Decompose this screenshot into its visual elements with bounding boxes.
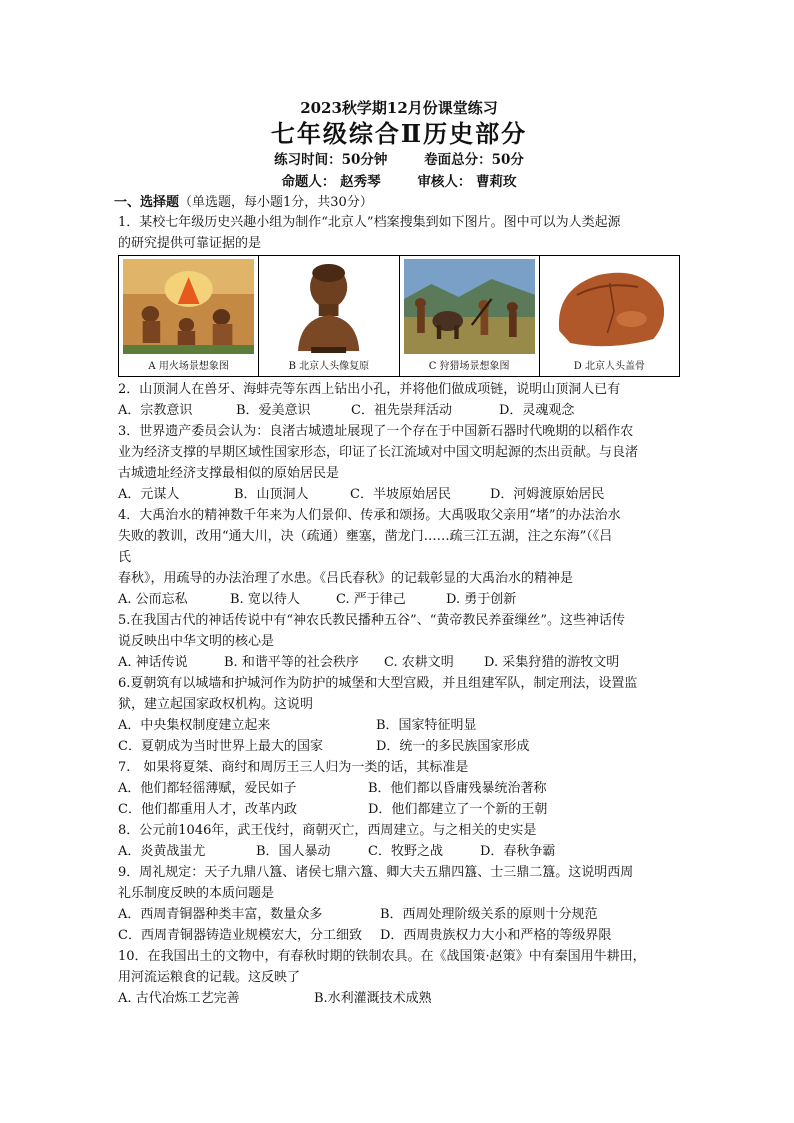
question-6-stem-cont: 狱，建立起国家政权机构。这说明 (118, 697, 314, 712)
question-3-stem: 3．世界遗产委员会认为：良渚古城遗址展现了一个存在于中国新石器时代晚期的以稻作农 (118, 424, 634, 439)
image-cell-d (539, 256, 679, 377)
question-7-options-row2 (118, 799, 680, 820)
image-caption-c: C 狩猎场景想象图 (428, 361, 510, 372)
option-c[interactable]: C．半坡原始居民 (350, 487, 451, 502)
image-caption-b: B 北京人头像复原 (288, 361, 370, 372)
option-d[interactable]: D．他们都建立了一个新的王朝 (368, 802, 548, 817)
exam-authors (118, 171, 680, 193)
fire-scene-icon (123, 259, 254, 354)
exam-title: 2023秋学期12月份课堂练习 (300, 99, 498, 117)
option-a[interactable]: A．炎黄战蚩尤 (118, 844, 206, 859)
question-1-stem: 1．某校七年级历史兴趣小组为制作“北京人”档案搜集到如下图片。图中可以为人类起源 (118, 215, 621, 230)
option-a[interactable]: A．元谋人 (118, 487, 180, 502)
question-10-stem-cont: 用河流运粮食的记载。这反映了 (118, 970, 301, 985)
question-3-stem-cont: 业为经济支撑的早期区域性国家形态，印证了长江流域对中国文明起源的杰出贡献。与良渚 (118, 445, 639, 460)
option-b[interactable]: B．爱美意识 (236, 403, 311, 418)
question-2-options (118, 400, 680, 421)
image-cell-b (259, 256, 399, 377)
question-3-options (118, 484, 680, 505)
question-6-options-row1 (118, 715, 680, 736)
option-d[interactable]: D．灵魂观念 (499, 403, 575, 418)
image-cell-c (399, 256, 539, 377)
exam-time: 练习时间：50分钟 (274, 152, 388, 168)
section-heading (114, 193, 680, 212)
exam-author: 命题人： 赵秀琴 (281, 174, 381, 190)
question-10-options (118, 988, 680, 1009)
skull-icon (544, 259, 675, 354)
option-a[interactable]: A. 神话传说 (118, 655, 188, 670)
option-b[interactable]: B．山顶洞人 (234, 487, 309, 502)
question-4-stem-cont3: 春秋》，用疏导的办法治理了水患。《吕氏春秋》的记载彰显的大禹治水的精神是 (118, 571, 574, 586)
question-6-options-row2 (118, 736, 680, 757)
option-b[interactable]: B.水利灌溉技术成熟 (314, 991, 432, 1006)
question-4-options (118, 589, 680, 610)
option-b[interactable]: B．国人暴动 (256, 844, 331, 859)
option-c[interactable]: C. 严于律己 (336, 592, 406, 607)
image-caption-d: D 北京人头盖骨 (573, 361, 645, 372)
question-9-options-row2 (118, 925, 680, 946)
question-8-stem: 8．公元前1046年，武王伐纣，商朝灭亡，西周建立。与之相关的史实是 (118, 823, 537, 838)
question-8-options (118, 841, 680, 862)
exam-meta (118, 149, 680, 171)
question-4-stem: 4．大禹治水的精神数千年来为人们景仰、传承和颂扬。大禹吸取父亲用“堵”的办法治水 (118, 508, 621, 523)
option-a[interactable]: A．他们都轻徭薄赋，爱民如子 (118, 781, 297, 796)
option-c[interactable]: C．夏朝成为当时世界上最大的国家 (118, 739, 323, 754)
question-7-stem: 7. 如果将夏桀、商纣和周厉王三人归为一类的话，其标准是 (118, 760, 469, 775)
bust-icon (263, 259, 394, 354)
question-6-stem: 6.夏朝筑有以城墙和护城河作为防护的城堡和大型宫殿，并且组建军队，制定刑法，设置监 (118, 676, 638, 691)
option-d[interactable]: D．西周贵族权力大小和严格的等级界限 (380, 928, 612, 943)
option-c[interactable]: C. 农耕文明 (384, 655, 454, 670)
question-9-options-row1 (118, 904, 680, 925)
option-a[interactable]: A．西周青铜器种类丰富，数量众多 (118, 907, 323, 922)
option-b[interactable]: B. 宽以待人 (230, 592, 300, 607)
option-a[interactable]: A. 公而忘私 (118, 592, 188, 607)
option-b[interactable]: B．西周处理阶级关系的原则十分规范 (380, 907, 598, 922)
option-a[interactable]: A. 古代冶炼工艺完善 (118, 991, 240, 1006)
hunting-scene-icon (404, 259, 535, 354)
exam-score: 卷面总分：50分 (424, 152, 524, 168)
section-note: （单选题，每小题1分，共30分） (179, 195, 373, 210)
question-2-stem: 2．山顶洞人在兽牙、海蚌壳等东西上钻出小孔，并将他们做成项链，说明山顶洞人已有 (118, 382, 621, 397)
section-title: 一、选择题 (114, 195, 180, 210)
option-a[interactable]: A．中央集权制度建立起来 (118, 718, 271, 733)
question-4-stem-cont2: 氏 (118, 550, 132, 565)
exam-page (114, 98, 680, 1009)
question-9-stem: 9．周礼规定：天子九鼎八簋、诸侯七鼎六簋、卿大夫五鼎四簋、士三鼎二簋。这说明西周 (118, 865, 634, 880)
exam-subtitle: 七年级综合Ⅱ历史部分 (270, 119, 528, 148)
image-cell-a (119, 256, 259, 377)
option-d[interactable]: D．春秋争霸 (480, 844, 556, 859)
option-b[interactable]: B. 和谐平等的社会秩序 (224, 655, 359, 670)
question-5-options (118, 652, 680, 673)
question-7-options-row1 (118, 778, 680, 799)
option-b[interactable]: B．他们都以昏庸残暴统治著称 (368, 781, 547, 796)
question-1-image-table (118, 255, 680, 377)
option-b[interactable]: B．国家特征明显 (376, 718, 477, 733)
option-d[interactable]: D. 采集狩猎的游牧文明 (484, 655, 620, 670)
exam-reviewer: 审核人： 曹莉玫 (417, 174, 517, 190)
option-c[interactable]: C．西周青铜器铸造业规模宏大，分工细致 (118, 928, 362, 943)
option-a[interactable]: A．宗教意识 (118, 403, 193, 418)
question-4-stem-cont: 失败的教训，改用“通大川，决（疏通）壅塞，凿龙门……疏三江五湖，注之东海”（《吕 (118, 529, 613, 544)
question-10-stem: 10．在我国出土的文物中，有春秋时期的铁制农具。在《战国策·赵策》中有秦国用牛耕田， (118, 949, 646, 964)
option-d[interactable]: D．统一的多民族国家形成 (376, 739, 530, 754)
option-c[interactable]: C．他们都重用人才，改革内政 (118, 802, 297, 817)
question-9-stem-cont: 礼乐制度反映的本质问题是 (118, 886, 275, 901)
question-1-stem-cont: 的研究提供可靠证据的是 (118, 236, 262, 251)
question-5-stem: 5.在我国古代的神话传说中有“神农氏教民播种五谷”、“黄帝教民养蚕缫丝”。这些神话传 (118, 613, 625, 628)
question-5-stem-cont: 说反映出中华文明的核心是 (118, 634, 275, 649)
option-d[interactable]: D. 勇于创新 (446, 592, 517, 607)
option-c[interactable]: C．牧野之战 (368, 844, 443, 859)
question-3-stem-cont2: 古城遗址经济支撑最相似的原始居民是 (118, 466, 340, 481)
option-c[interactable]: C．祖先崇拜活动 (351, 403, 452, 418)
image-caption-a: A 用火场景想象图 (148, 361, 229, 372)
option-d[interactable]: D．河姆渡原始居民 (490, 487, 605, 502)
